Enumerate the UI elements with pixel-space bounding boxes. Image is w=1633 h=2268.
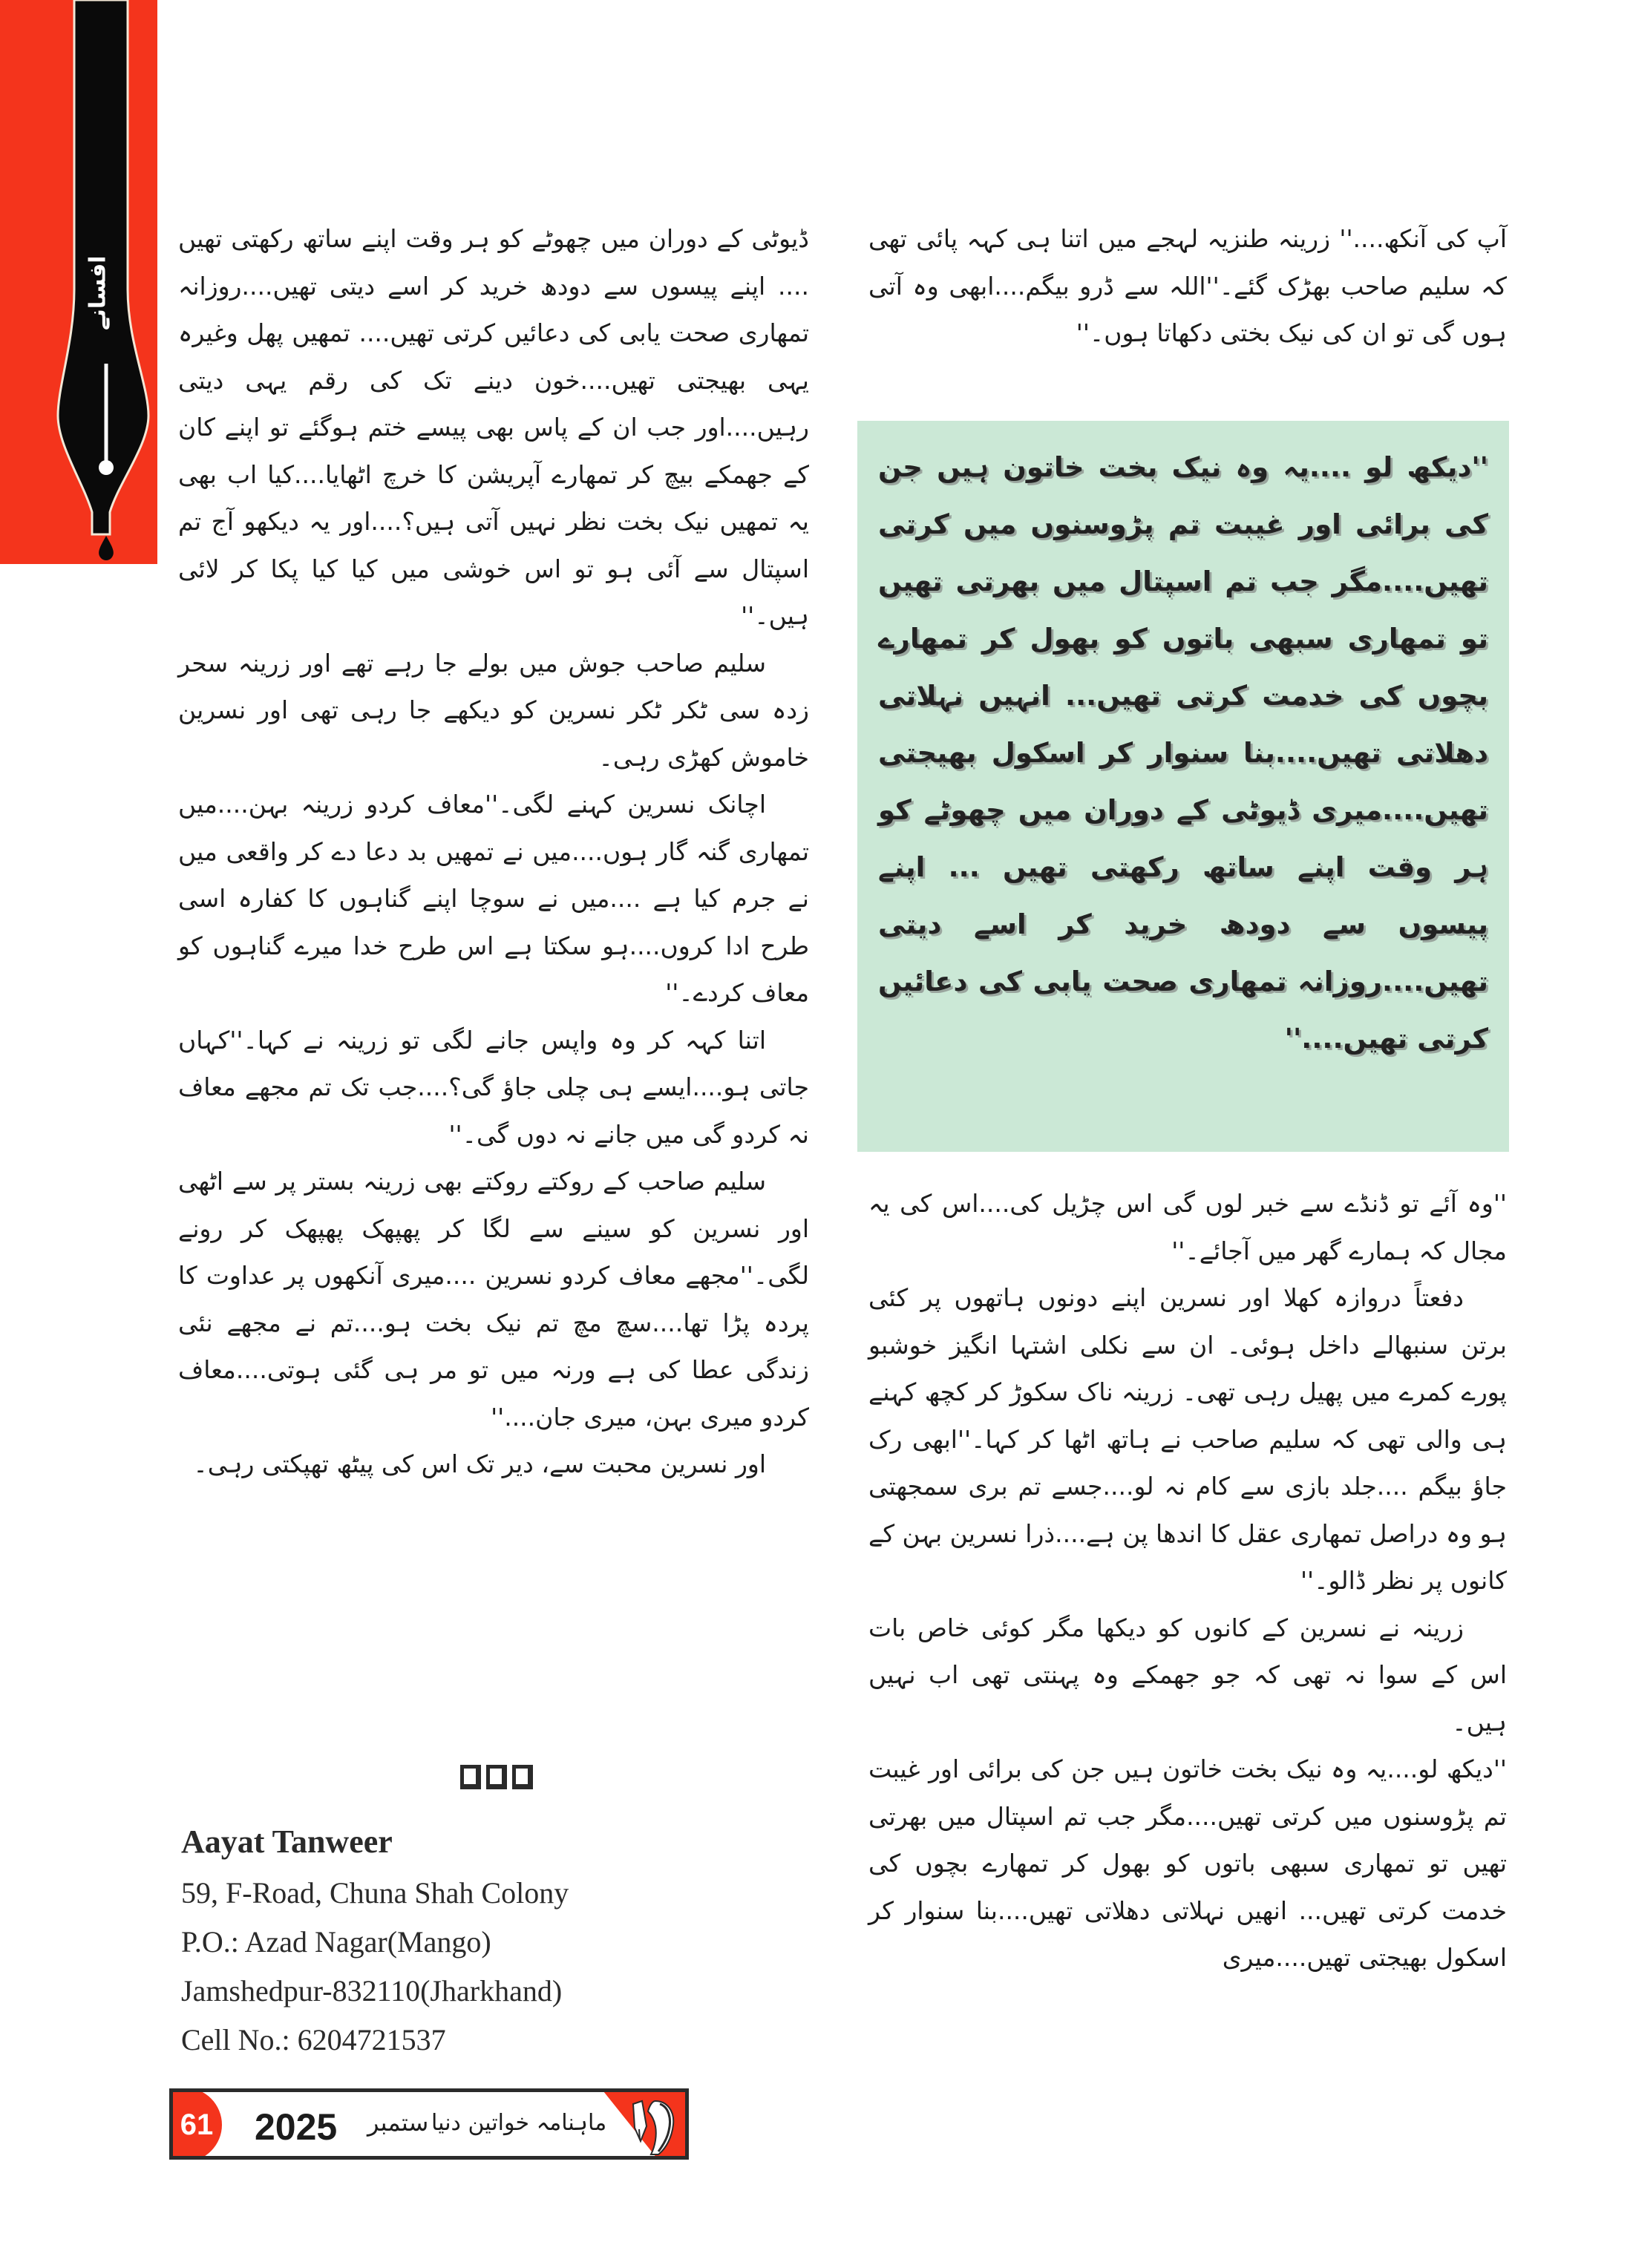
paragraph: اتنا کہہ کر وہ واپس جانے لگی تو زرینہ نے کہا۔''کہاں جاتی ہو....ایسے ہی چلی جاؤ گی؟....جب تک تم مجھے معاف نہ کردو گی میں جانے نہ دوں گی۔'' xyxy=(178,1025,809,1149)
paragraph: سلیم صاحب جوش میں بولے جا رہے تھے اور زرینہ سحر زدہ سی ٹکر ٹکر نسرین کو دیکھے جا رہی تھی اور نسرین خاموش کھڑی رہی۔ xyxy=(178,648,809,772)
paragraph: دفعتاً دروازہ کھلا اور نسرین اپنے دونوں ہاتھوں پر کئی برتن سنبھالے داخل ہوئی۔ ان سے نکلی اشتہا انگیز خوشبو پورے کمرے میں پھیل رہی تھی۔ زرینہ ناک سکوڑ کر کچھ کہنے ہی والی تھی کہ سلیم صاحب نے ہاتھ اٹھا کر کہا۔''ابھی رک جاؤ بیگم ....جلد بازی سے کام نہ لو....جسے تم بری سمجھتی ہو وہ دراصل تمھاری عقل کا اندھا پن ہے....ذرا نسرین بہن کے کانوں پر نظر ڈالو۔'' xyxy=(868,1283,1507,1595)
paragraph: زرینہ نے نسرین کے کانوں کو دیکھا مگر کوئی خاص بات اس کے سوا نہ تھی کہ جو جھمکے وہ پہنتی تھی اب نہیں ہیں۔ xyxy=(868,1613,1507,1737)
section-title: افسانے xyxy=(85,255,111,331)
paragraph: سلیم صاحب کے روکتے روکتے بھی زرینہ بستر پر سے اٹھی اور نسرین کو سینے سے لگا کر پھپھک پھپھک کر رونے لگی۔''مجھے معاف کردو نسرین ....میری آنکھوں پر عداوت کا پردہ پڑا تھا....سچ مچ تم نیک بخت ہو....تم نے مجھے نئی زندگی عطا کی ہے ورنہ میں تو مر ہی گئی ہوتی....معاف کردو میری بہن، میری جان....'' xyxy=(178,1167,809,1432)
page-number: 61 xyxy=(180,2108,214,2141)
right-column-body xyxy=(868,1180,1507,1982)
paragraph: اچانک نسرین کہنے لگی۔''معاف کردو زرینہ بہن....میں تمھاری گنہ گار ہوں....میں نے تمھیں بد دعا دے کر واقعی میں نے جرم کیا ہے ....میں نے سوچا اپنے گناہوں کا کفارہ اسی طرح ادا کروں....ہو سکتا ہے اس طرح خدا میرے گناہوں کو معاف کردے۔'' xyxy=(178,790,809,1007)
magazine-name: ماہنامہ خواتین دنیا xyxy=(431,2110,607,2136)
story-end-marker xyxy=(460,1765,533,1789)
paragraph: آپ کی آنکھ....'' زرینہ طنزیہ لہجے میں اتنا ہی کہہ پائی تھی کہ سلیم صاحب بھڑک گئے۔''اللہ سے ڈرو بیگم....ابھی وہ آتی ہوں گی تو ان کی نیک بختی دکھاتا ہوں۔'' xyxy=(868,224,1507,347)
pen-nib-icon xyxy=(0,0,157,564)
paragraph: اور نسرین محبت سے، دیر تک اس کی پیٹھ تھپکتی رہی۔ xyxy=(193,1449,766,1478)
left-column xyxy=(178,215,809,1488)
end-box-icon xyxy=(486,1765,507,1789)
end-box-icon xyxy=(460,1765,481,1789)
author-name: Aayat Tanweer xyxy=(181,1823,393,1860)
paragraph: ڈیوٹی کے دوران میں چھوٹے کو ہر وقت اپنے ساتھ رکھتی تھیں .... اپنے پیسوں سے دودھ خرید کر اسے دیتی تھیں....روزانہ تمھاری صحت یابی کی دعائیں کرتی تھیں.... تمھیں پھل وغیرہ یہی بھیجتی تھیں....خون دینے تک کی رقم یہی دیتی رہیں....اور جب ان کے پاس بھی پیسے ختم ہوگئے تو اپنے کان کے جھمکے بیچ کر تمھارے آپریشن کا خرچ اٹھایا....کیا اب بھی یہ تمھیں نیک بخت نظر نہیں آتی ہیں؟....اور یہ دیکھو آج تم اسپتال سے آئی ہو تو اس خوشی میں کیا کیا پکا کر لائی ہیں۔'' xyxy=(178,224,809,630)
right-column-intro xyxy=(868,215,1507,357)
author-address-line: P.O.: Azad Nagar(Mango) xyxy=(181,1925,491,1959)
issue-year: 2025 xyxy=(255,2106,338,2148)
author-block xyxy=(181,1820,569,2065)
highlight-quote: ''دیکھ لو ....یہ وہ نیک بخت خاتون ہیں جن کی برائی اور غیبت تم پڑوسنوں میں کرتی تھیں....مگر جب تم اسپتال میں بھرتی تھیں تو تمھاری سبھی باتوں کو بھول کر تمھارے بچوں کی خدمت کرتی تھیں... انہیں نہلاتی دھلاتی تھیں....بنا سنوار کر اسکول بھیجتی تھیں....میری ڈیوٹی کے دوران میں چھوٹے کو ہر وقت اپنے ساتھ رکھتی تھیں ... اپنے پیسوں سے دودھ خرید کر اسے دیتی تھیں....روزانہ تمھاری صحت یابی کی دعائیں کرتی تھیں....'' xyxy=(878,451,1488,1055)
end-box-icon xyxy=(512,1765,533,1789)
paragraph: ''دیکھ لو....یہ وہ نیک بخت خاتون ہیں جن کی برائی اور غیبت تم پڑوسنوں میں کرتی تھیں....مگر جب تم اسپتال میں بھرتی تھیں تو تمھاری سبھی باتوں کو بھول کر تمھارے بچوں کی خدمت کرتی تھیں... انھیں نہلاتی دھلاتی تھیں....بنا سنوار کر اسکول بھیجتی تھیں....میری xyxy=(868,1754,1507,1972)
page-footer xyxy=(169,2088,689,2160)
paragraph: ''وہ آئے تو ڈنڈے سے خبر لوں گی اس چڑیل کی....اس کی یہ مجال کہ ہمارے گھر میں آجائے۔'' xyxy=(868,1189,1507,1265)
highlight-quote-box xyxy=(857,421,1509,1152)
author-address-line: Jamshedpur-832110(Jharkhand) xyxy=(181,1974,563,2008)
issue-month: ستمبر xyxy=(367,2108,429,2137)
author-address-line: 59, F-Road, Chuna Shah Colony xyxy=(181,1876,569,1910)
author-phone: Cell No.: 6204721537 xyxy=(181,2023,446,2056)
woman-pen-logo-icon xyxy=(626,2097,679,2156)
